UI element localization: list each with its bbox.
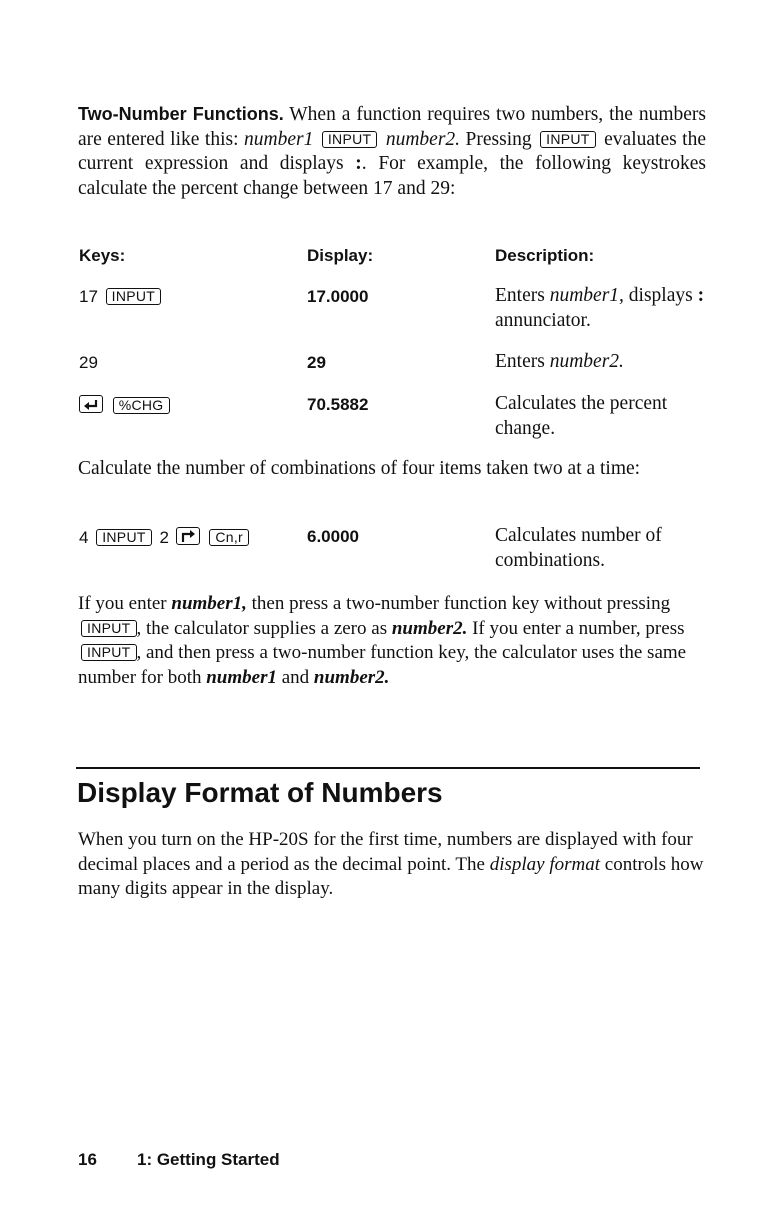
header-keys: Keys: [79, 246, 126, 265]
input-key: INPUT [81, 644, 137, 661]
note-paragraph [78, 592, 706, 690]
section-title: Display Format of Numbers [77, 777, 443, 808]
row1-desc-c: annunciator. [495, 309, 591, 331]
combo-intro: Calculate the number of combinations of four items taken two at a time: [78, 458, 641, 479]
row1-display: 17.0000 [307, 287, 369, 306]
annunciator-colon: : [697, 285, 705, 306]
row1-desc-var: number1, [549, 285, 624, 306]
row3-display: 70.5882 [307, 395, 369, 414]
note-t4: If you enter a number, press [472, 617, 685, 639]
section-t1: When you turn on the HP-20S for the first time, numbers are displayed with four decimal places and a period as the decimal point. The [78, 829, 693, 875]
combo-description: Calculates number of combinations. [495, 525, 662, 571]
note-t6: and [281, 666, 310, 688]
header-description: Description: [495, 246, 595, 265]
row1-desc-b: displays [628, 285, 693, 306]
input-key: INPUT [81, 620, 137, 637]
intro-text-2: Pressing [465, 128, 532, 150]
left-shift-key-icon [79, 395, 103, 413]
row2-description [495, 350, 705, 375]
combo-num-1: 4 [79, 528, 89, 547]
chapter-title: 1: Getting Started [137, 1150, 280, 1169]
section-v1: display format [489, 853, 601, 875]
row1-description [495, 284, 705, 333]
row2-display: 29 [307, 353, 326, 372]
intro-var-1: number1 [244, 128, 314, 150]
section-title-wrap [77, 777, 443, 809]
note-t5: , and then press a two-number function key, the calculator uses the same number for both [78, 642, 687, 688]
row2-desc-a: Enters [495, 351, 545, 372]
right-shift-key-icon [176, 527, 200, 545]
page-number: 16 [78, 1150, 97, 1169]
combo-display: 6.0000 [307, 527, 359, 546]
intro-text-4: . For example, the following keystrokes calculate the percent change between 17 and 29: [78, 153, 706, 199]
intro-text-3: evaluates the current expression and displays [78, 128, 707, 174]
note-v2: number2. [391, 617, 468, 639]
header-display: Display: [307, 246, 374, 265]
intro-var-2: number2. [385, 128, 461, 150]
intro-heading: Two-Number Functions. [78, 104, 284, 124]
pct-chg-key: %CHG [113, 397, 170, 414]
section-rule [76, 767, 700, 769]
section-t2: controls how many digits appear in the display. [78, 853, 704, 899]
note-v1: number1, [171, 593, 247, 614]
row1-keys [79, 287, 164, 307]
input-key: INPUT [106, 288, 162, 305]
combo-num-2: 2 [159, 528, 169, 547]
input-key: INPUT [96, 529, 152, 546]
note-v4: number2. [313, 666, 390, 688]
annunciator-colon: : [355, 153, 362, 174]
input-key: INPUT [540, 131, 596, 148]
intro-text-1: When a function requires two numbers, the numbers are entered like this: [78, 104, 706, 150]
combo-keys [79, 527, 252, 548]
input-key: INPUT [322, 131, 378, 148]
row1-desc-a: Enters [495, 285, 545, 306]
cnr-key: Cn,r [209, 529, 249, 546]
note-t2: then press a two-number function key without pressing [251, 593, 671, 614]
row3-description: Calculates the percent change. [495, 393, 668, 439]
note-t3: , the calculator supplies a zero as [136, 617, 388, 639]
note-t1: If you enter [78, 593, 167, 614]
row2-desc-var: number2. [549, 351, 624, 372]
row3-keys [77, 395, 173, 416]
note-v3: number1 [206, 666, 277, 688]
row1-number: 17 [79, 287, 98, 306]
intro-paragraph [78, 102, 706, 201]
row2-keys: 29 [79, 353, 98, 372]
section-paragraph [78, 828, 706, 902]
